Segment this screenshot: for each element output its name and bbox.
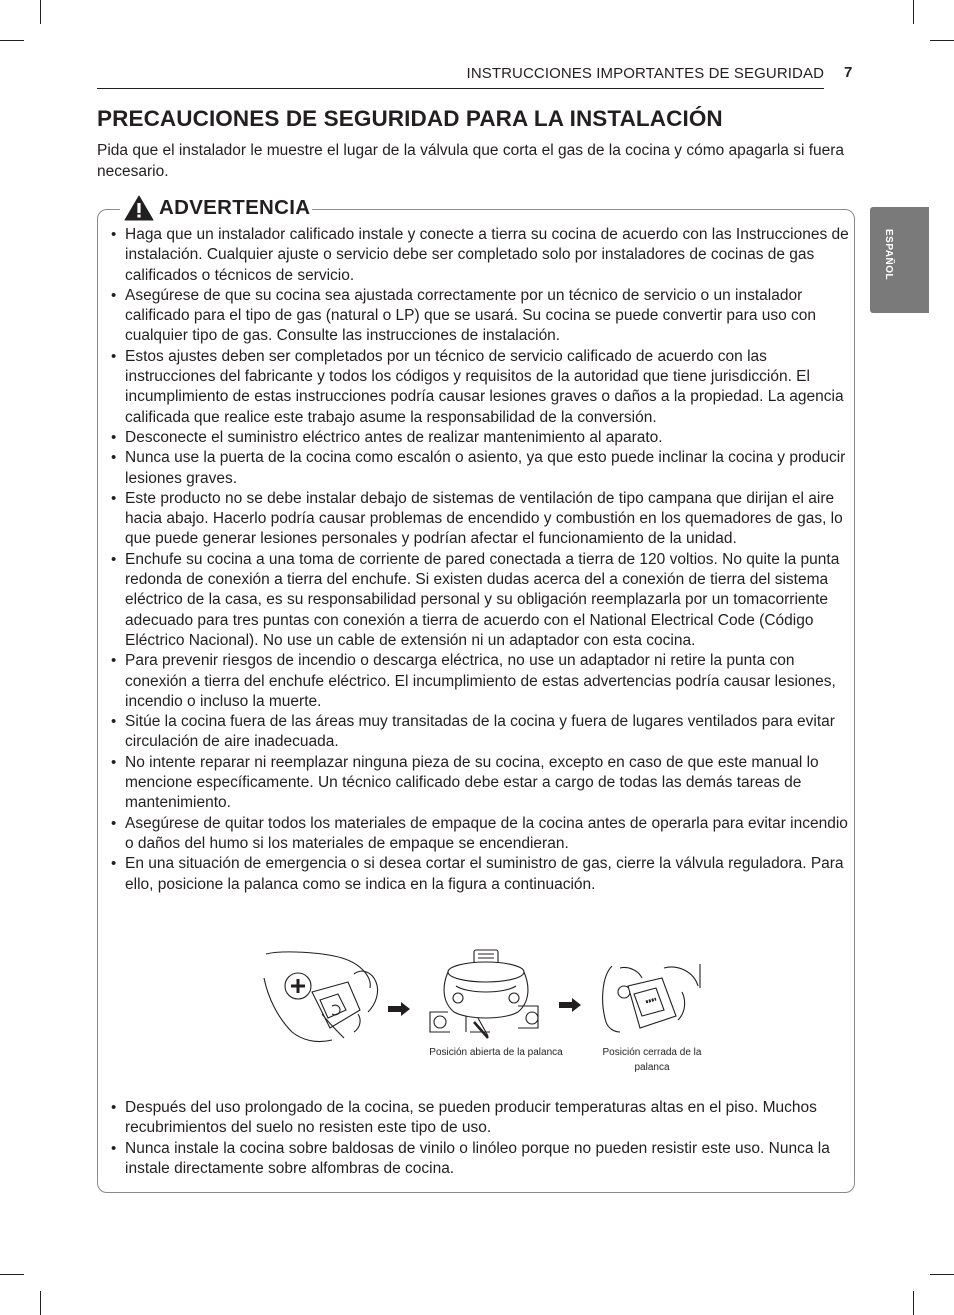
- valve-lever-hand-illustration: [262, 948, 384, 1046]
- list-item-text: Nunca instale la cocina sobre baldosas de vinilo o linóleo porque no pueden resistir este uso. Nunca la instale directamente sobre alfombras de cocina.: [125, 1139, 830, 1177]
- caption-open-position: Posición abierta de la palanca: [429, 1047, 563, 1058]
- list-item-text: No intente reparar ni reemplazar ninguna pieza de su cocina, excepto en caso de que este manual lo mencione específicamente. Un técnico calificado debe estar a cargo de todas las demás tareas de mantenimiento.: [125, 753, 819, 812]
- arrow-right-icon: [559, 998, 581, 1012]
- bullet-icon: •: [111, 814, 117, 832]
- list-item-text: Asegúrese de que su cocina sea ajustada correctamente por un técnico de servicio o un instalador calificado para el tipo de gas (natural o LP) que se usará. Su cocina se puede convertir para uso con cualquier tipo de gas. Consulte las instrucciones de instalación.: [125, 286, 817, 345]
- bullet-icon: •: [111, 428, 117, 446]
- bullet-icon: •: [111, 449, 117, 467]
- list-item: [108, 753, 853, 814]
- list-item-text: Desconecte el suministro eléctrico antes de realizar mantenimiento al aparato.: [125, 428, 663, 446]
- list-item: [108, 550, 853, 651]
- bullet-icon: •: [111, 1099, 117, 1116]
- warning-list: [108, 225, 853, 895]
- list-item: [108, 225, 853, 286]
- list-item: [108, 286, 853, 347]
- crop-mark: [40, 1291, 41, 1315]
- header-title: INSTRUCCIONES IMPORTANTES DE SEGURIDAD: [466, 65, 824, 82]
- list-item-text: Para prevenir riesgos de incendio o descarga eléctrica, no use un adaptador ni retire la punta con conexión a tierra del enchufe eléctrico. El incumplimiento de estas advertencias podría causar lesiones, incendio o incluso la muerte.: [125, 652, 836, 710]
- bullet-icon: •: [111, 347, 117, 365]
- list-item-text: Después del uso prolongado de la cocina, se pueden producir temperaturas altas en el piso. Muchos recubrimientos del suelo no resisten este tipo de uso.: [125, 1099, 817, 1137]
- list-item: [108, 428, 853, 448]
- crop-mark: [930, 40, 954, 41]
- list-item-text: Estos ajustes deben ser completados por un técnico de servicio calificado de acuerdo con las instrucciones del fabricante y todos los códigos y requisitos de la autoridad que tiene jurisdicción. El incumplimiento de estas instrucciones podría causar lesiones graves o daños a la propiedad. La agencia calificada que realice este trabajo asume la responsabilidad de la conversión.: [125, 347, 844, 426]
- list-item: [108, 712, 853, 753]
- arrow-right-icon: [388, 1002, 410, 1016]
- warning-triangle-icon: [124, 195, 154, 221]
- crop-mark: [40, 0, 41, 24]
- warning-list-continued: [108, 1098, 853, 1179]
- bullet-icon: •: [111, 855, 117, 873]
- valve-figure: [262, 946, 712, 1086]
- list-item-text: Sitúe la cocina fuera de las áreas muy transitadas de la cocina y fuera de lugares ventilados para evitar circulación de aire inadecuada.: [125, 713, 835, 751]
- list-item: [108, 651, 853, 712]
- list-item: [108, 347, 853, 428]
- crop-mark: [0, 40, 24, 41]
- list-item-text: En una situación de emergencia o si desea cortar el suministro de gas, cierre la válvula reguladora. Para ello, posicione la palanca como se indica en la figura a continuación.: [125, 855, 844, 893]
- list-item: [108, 448, 853, 489]
- intro-paragraph: Pida que el instalador le muestre el lugar de la válvula que corta el gas de la cocina y cómo apagarla si fuera necesario.: [97, 142, 845, 180]
- language-tab-label: ESPAÑOL: [883, 229, 894, 281]
- crop-mark: [930, 1274, 954, 1275]
- bullet-icon: •: [111, 550, 117, 568]
- list-item-text: Haga que un instalador calificado instale y conecte a tierra su cocina de acuerdo con las Instrucciones de instalación. Cualquier ajuste o servicio debe ser completado solo por instaladores de cocinas de gas calificados o técnicos de servicio.: [125, 226, 849, 284]
- caption-closed-position: Posición cerrada de la palanca: [602, 1047, 702, 1073]
- list-item: [108, 1139, 853, 1180]
- crop-mark: [913, 1291, 914, 1315]
- warning-heading: [120, 193, 312, 223]
- list-item-text: Enchufe su cocina a una toma de corriente de pared conectada a tierra de 120 voltios. No quite la punta redonda de conexión a tierra del enchufe. Si existen dudas acerca del a conexión de tierra del sistema eléctrico de la casa, es su responsabilidad personal y su obligación reemplazarla por un tomacorriente adecuado para tres puntas con conexión a tierra de acuerdo con el National Electrical Code (Código Eléctrico Nacional). No use un cable de extensión ni un adaptador con esta cocina.: [125, 550, 840, 649]
- list-item: [108, 814, 853, 855]
- valve-closed-illustration: [598, 962, 704, 1038]
- list-item-text: Asegúrese de quitar todos los materiales de empaque de la cocina antes de operarla para evitar incendio o daños del humo si los materiales de empaque se encendieran.: [125, 814, 848, 852]
- page-header: [97, 64, 824, 89]
- bullet-icon: •: [111, 1139, 117, 1157]
- bullet-icon: •: [111, 226, 117, 243]
- bullet-icon: •: [111, 652, 117, 670]
- list-item-text: Este producto no se debe instalar debajo de sistemas de ventilación de tipo campana que dirijan el aire hacia abajo. Hacerlo podría causar problemas de encendido y combustión en los quemadores de gas, lo que puede generar lesiones personales y podrían afectar el funcionamiento de la unidad.: [125, 489, 843, 548]
- warning-label: ADVERTENCIA: [159, 196, 311, 219]
- bullet-icon: •: [111, 286, 117, 304]
- list-item-text: Nunca use la puerta de la cocina como escalón o asiento, ya que esto puede inclinar la cocina y producir lesiones graves.: [125, 449, 846, 487]
- bullet-icon: •: [111, 713, 117, 731]
- page-number: 7: [844, 64, 853, 81]
- list-item: [108, 854, 853, 895]
- section-title: PRECAUCIONES DE SEGURIDAD PARA LA INSTALACIÓN: [97, 106, 723, 131]
- list-item: [108, 489, 853, 550]
- language-tab: [870, 207, 929, 313]
- list-item: [108, 1098, 853, 1139]
- crop-mark: [913, 0, 914, 24]
- crop-mark: [0, 1274, 24, 1275]
- bullet-icon: •: [111, 753, 117, 771]
- bullet-icon: •: [111, 489, 117, 507]
- regulator-open-illustration: [418, 946, 548, 1046]
